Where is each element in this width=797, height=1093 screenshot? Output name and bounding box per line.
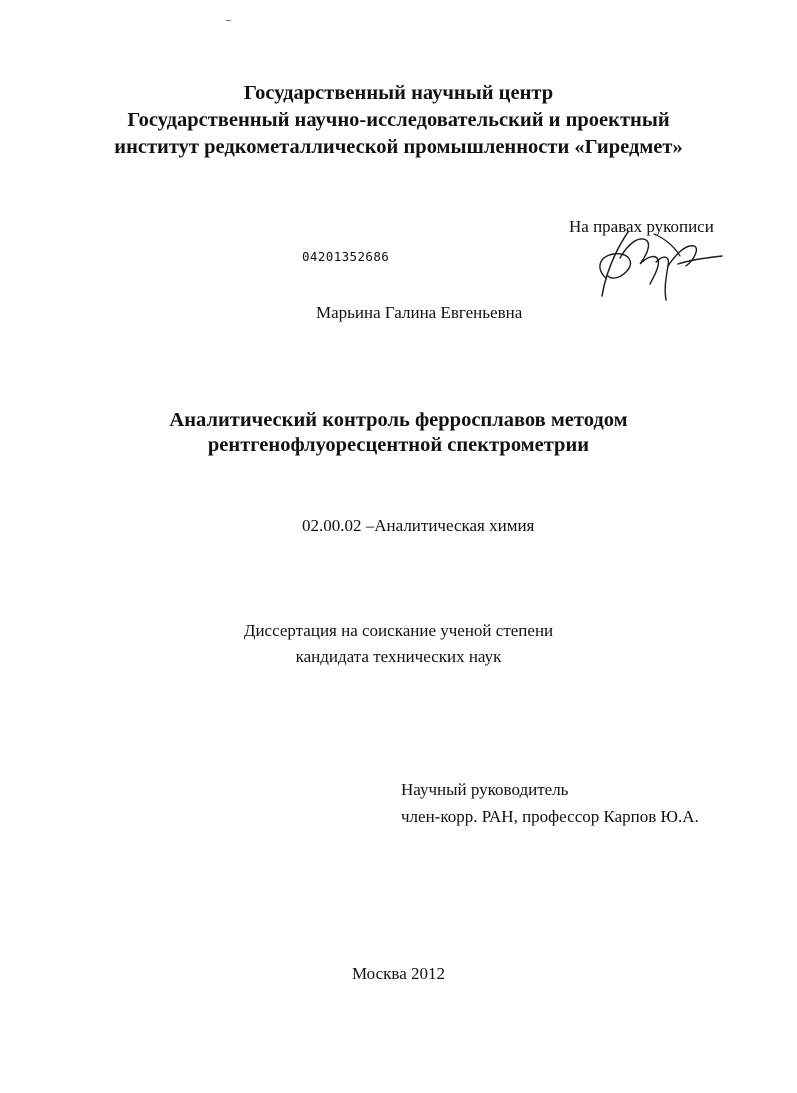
supervisor-block <box>401 776 699 830</box>
degree-line-2: кандидата технических наук <box>295 647 502 666</box>
institution-line-2: Государственный научно-исследовательский и проектный <box>127 109 670 131</box>
specialty-code: 02.00.02 –Аналитическая химия <box>302 516 535 535</box>
scan-artifact-mark <box>226 20 231 21</box>
handwritten-signature-icon <box>594 226 724 304</box>
supervisor-name: член-корр. РАН, профессор Карпов Ю.А. <box>401 807 699 826</box>
title-line-2: рентгенофлуоресцентной спектрометрии <box>207 434 590 456</box>
supervisor-label: Научный руководитель <box>401 780 569 799</box>
title-line-1: Аналитический контроль ферросплавов методом <box>169 409 628 431</box>
degree-line-1: Диссертация на соискание ученой степени <box>243 621 554 640</box>
author-name: Марьина Галина Евгеньевна <box>316 303 523 322</box>
institution-line-1: Государственный научный центр <box>243 82 554 104</box>
institution-line-3: институт редкометаллической промышленности «Гиредмет» <box>114 136 683 158</box>
dissertation-title <box>0 408 797 458</box>
archive-barcode-number: 04201352686 <box>302 249 390 264</box>
degree-statement <box>0 618 797 670</box>
city-year: Москва 2012 <box>351 964 446 983</box>
institution-header <box>0 80 797 161</box>
manuscript-rights-note: На правах рукописи <box>569 217 714 236</box>
